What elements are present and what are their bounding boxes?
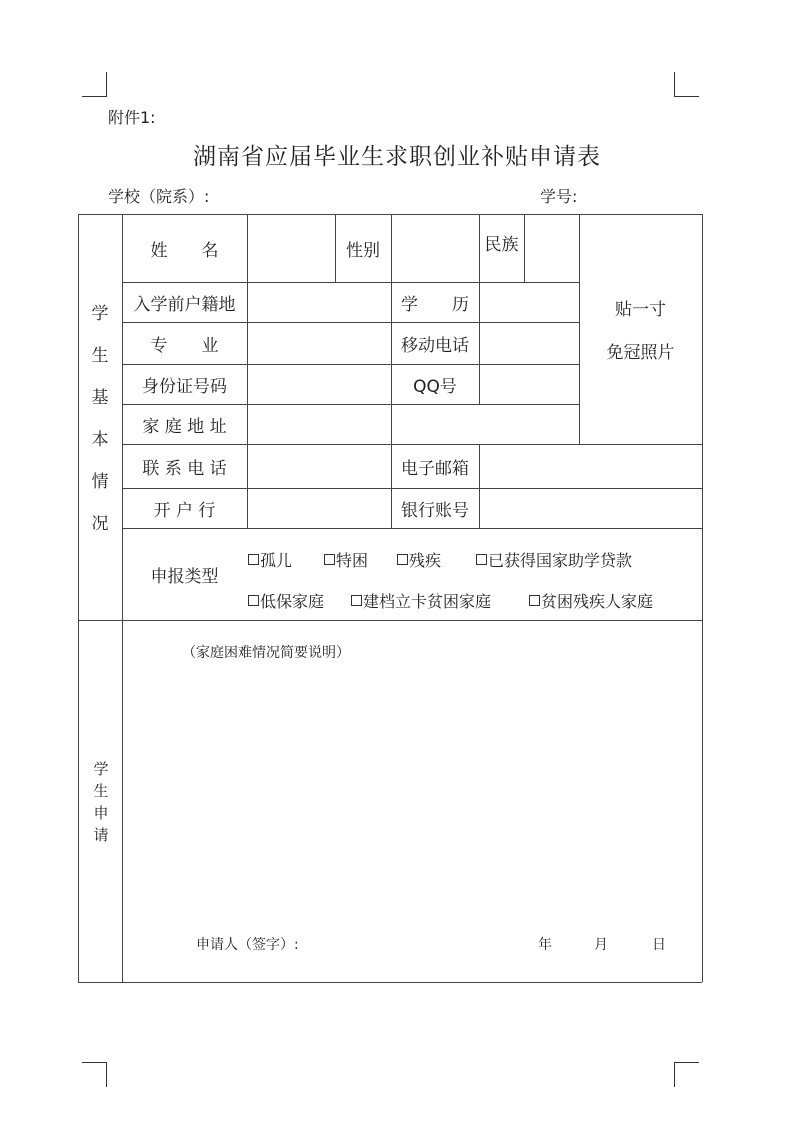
hardship-note-label: （家庭困难情况简要说明）	[182, 645, 350, 661]
photo-text-line2: 免冠照片	[606, 343, 675, 363]
option-disabled[interactable]: 残疾	[397, 548, 441, 571]
date-month-label: 月	[594, 937, 608, 953]
checkbox-icon[interactable]	[397, 554, 408, 565]
checkbox-icon[interactable]	[476, 554, 487, 565]
crop-mark-top-left	[82, 72, 107, 97]
input-qq[interactable]	[479, 364, 579, 404]
input-email[interactable]	[479, 444, 702, 488]
label-bank-account: 银行账号	[401, 500, 469, 521]
hardship-description-area[interactable]	[124, 664, 700, 914]
section-divider	[78, 620, 702, 621]
signature-label: 申请人（签字）:	[196, 937, 299, 953]
school-label: 学校（院系）:	[108, 187, 210, 206]
crop-mark-bottom-right	[674, 1062, 699, 1087]
photo-placeholder	[579, 214, 702, 444]
input-name[interactable]	[247, 214, 335, 282]
input-bank-account[interactable]	[479, 488, 702, 528]
date-day-label: 日	[652, 937, 666, 953]
label-education: 学 历	[401, 294, 469, 315]
section-label-student-apply: 学 生 申 请	[93, 760, 109, 844]
checkbox-icon[interactable]	[248, 595, 259, 606]
application-form-table	[78, 214, 702, 982]
input-mobile[interactable]	[479, 322, 579, 364]
checkbox-icon[interactable]	[324, 554, 335, 565]
page-title: 湖南省应届毕业生求职创业补贴申请表	[193, 144, 601, 170]
crop-mark-bottom-left	[82, 1062, 107, 1087]
checkbox-icon[interactable]	[351, 595, 362, 606]
student-number-label: 学号:	[540, 187, 578, 206]
input-id-number[interactable]	[247, 364, 391, 404]
label-email: 电子邮箱	[401, 458, 469, 479]
input-home-address[interactable]	[247, 404, 579, 444]
input-ethnicity[interactable]	[524, 214, 579, 282]
label-ethnicity: 民族	[484, 235, 519, 255]
option-poor-disabled-family[interactable]: 贫困残疾人家庭	[529, 589, 653, 612]
checkbox-icon[interactable]	[248, 554, 259, 565]
crop-mark-top-right	[674, 72, 699, 97]
section-label-basic-info: 学 生 基 本 情 况	[91, 304, 109, 534]
input-contact-phone[interactable]	[247, 444, 391, 488]
label-apply-type: 申报类型	[150, 566, 219, 587]
option-registered-poor[interactable]: 建档立卡贫困家庭	[351, 589, 491, 612]
input-hukou[interactable]	[247, 282, 391, 322]
table-border-bottom	[78, 982, 702, 983]
label-mobile: 移动电话	[401, 335, 469, 356]
input-bank[interactable]	[247, 488, 391, 528]
input-education[interactable]	[479, 282, 579, 322]
option-orphan[interactable]: 孤儿	[248, 548, 292, 571]
label-home-address: 家 庭 地 址	[142, 416, 227, 437]
label-contact-phone: 联 系 电 话	[142, 458, 227, 479]
label-major: 专 业	[150, 335, 219, 356]
option-student-loan[interactable]: 已获得国家助学贷款	[476, 548, 632, 571]
date-year-label: 年	[538, 937, 552, 953]
input-gender[interactable]	[391, 214, 479, 282]
label-gender: 性别	[346, 240, 380, 261]
table-border-left	[78, 214, 79, 982]
option-low-income[interactable]: 低保家庭	[248, 589, 324, 612]
checkbox-icon[interactable]	[529, 595, 540, 606]
table-border-right	[702, 214, 703, 982]
label-name: 姓 名	[150, 240, 219, 261]
label-bank: 开 户 行	[153, 500, 216, 521]
label-qq: QQ号	[413, 376, 457, 397]
signature-field[interactable]	[318, 930, 518, 954]
label-hukou: 入学前户籍地	[133, 294, 236, 315]
photo-text-line1: 贴一寸	[615, 300, 666, 320]
option-extreme-poverty[interactable]: 特困	[324, 548, 368, 571]
attachment-label: 附件1:	[108, 108, 156, 127]
input-major[interactable]	[247, 322, 391, 364]
label-id-number: 身份证号码	[142, 376, 227, 397]
